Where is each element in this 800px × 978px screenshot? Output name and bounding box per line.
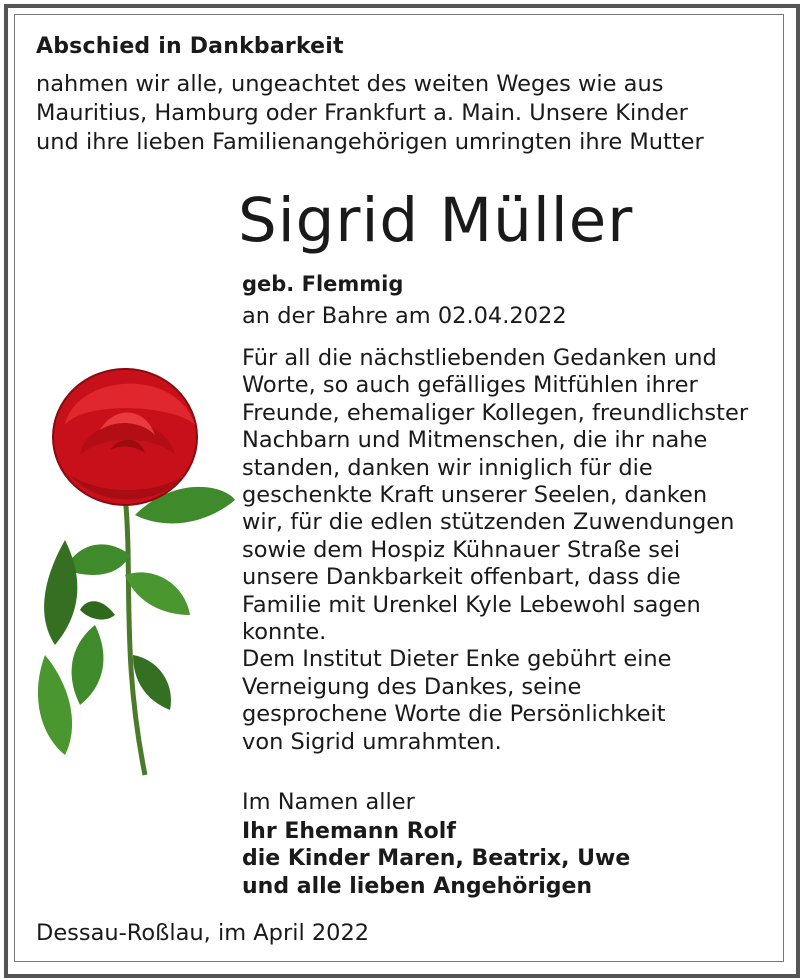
body-line: gesprochene Worte die Persönlichkeit bbox=[242, 701, 666, 728]
signatory-line: Ihr Ehemann Rolf bbox=[242, 819, 456, 844]
place-date: Dessau-Roßlau, im April 2022 bbox=[36, 920, 370, 946]
body-line: standen, danken wir inniglich für die bbox=[242, 454, 653, 481]
bier-date-line: an der Bahre am 02.04.2022 bbox=[242, 303, 567, 329]
notice-heading: Abschied in Dankbarkeit bbox=[36, 34, 344, 59]
body-line: Verneigung des Dankes, seine bbox=[242, 673, 582, 700]
deceased-name: Sigrid Müller bbox=[238, 185, 634, 256]
body-line: Dem Institut Dieter Enke gebührt eine bbox=[242, 646, 672, 673]
body-line: Familie mit Urenkel Kyle Lebewohl sagen bbox=[242, 591, 701, 618]
red-rose-icon bbox=[25, 355, 240, 785]
body-line: sowie dem Hospiz Kühnauer Straße sei bbox=[242, 536, 681, 563]
intro-line: Mauritius, Hamburg oder Frankfurt a. Main. Unsere Kinder bbox=[36, 100, 688, 126]
body-line: Für all die nächstliebenden Gedanken und bbox=[242, 345, 717, 371]
body-line: geschenkte Kraft unserer Seelen, danken bbox=[242, 482, 708, 509]
intro-paragraph bbox=[36, 70, 756, 157]
body-line: von Sigrid umrahmten. bbox=[242, 728, 502, 755]
body-paragraph bbox=[242, 345, 782, 756]
body-line: konnte. bbox=[242, 619, 327, 646]
body-line: Nachbarn und Mitmenschen, die ihr nahe bbox=[242, 427, 708, 454]
signatories bbox=[242, 818, 630, 900]
closing-line: Im Namen aller bbox=[242, 789, 415, 815]
signatory-line: die Kinder Maren, Beatrix, Uwe bbox=[242, 846, 631, 872]
body-line: wir, für die edlen stützenden Zuwendungen bbox=[242, 509, 735, 536]
maiden-name: geb. Flemmig bbox=[242, 272, 404, 296]
intro-line: nahmen wir alle, ungeachtet des weiten Weges wie aus bbox=[36, 71, 664, 97]
body-line: Worte, so auch gefälliges Mitfühlen ihrer bbox=[242, 372, 698, 399]
signatory-line: und alle lieben Angehörigen bbox=[242, 873, 593, 899]
intro-line: und ihre lieben Familienangehörigen umringten ihre Mutter bbox=[36, 129, 704, 155]
body-line: Freunde, ehemaliger Kollegen, freundlichster bbox=[242, 399, 749, 426]
body-line: unsere Dankbarkeit offenbart, dass die bbox=[242, 564, 681, 591]
